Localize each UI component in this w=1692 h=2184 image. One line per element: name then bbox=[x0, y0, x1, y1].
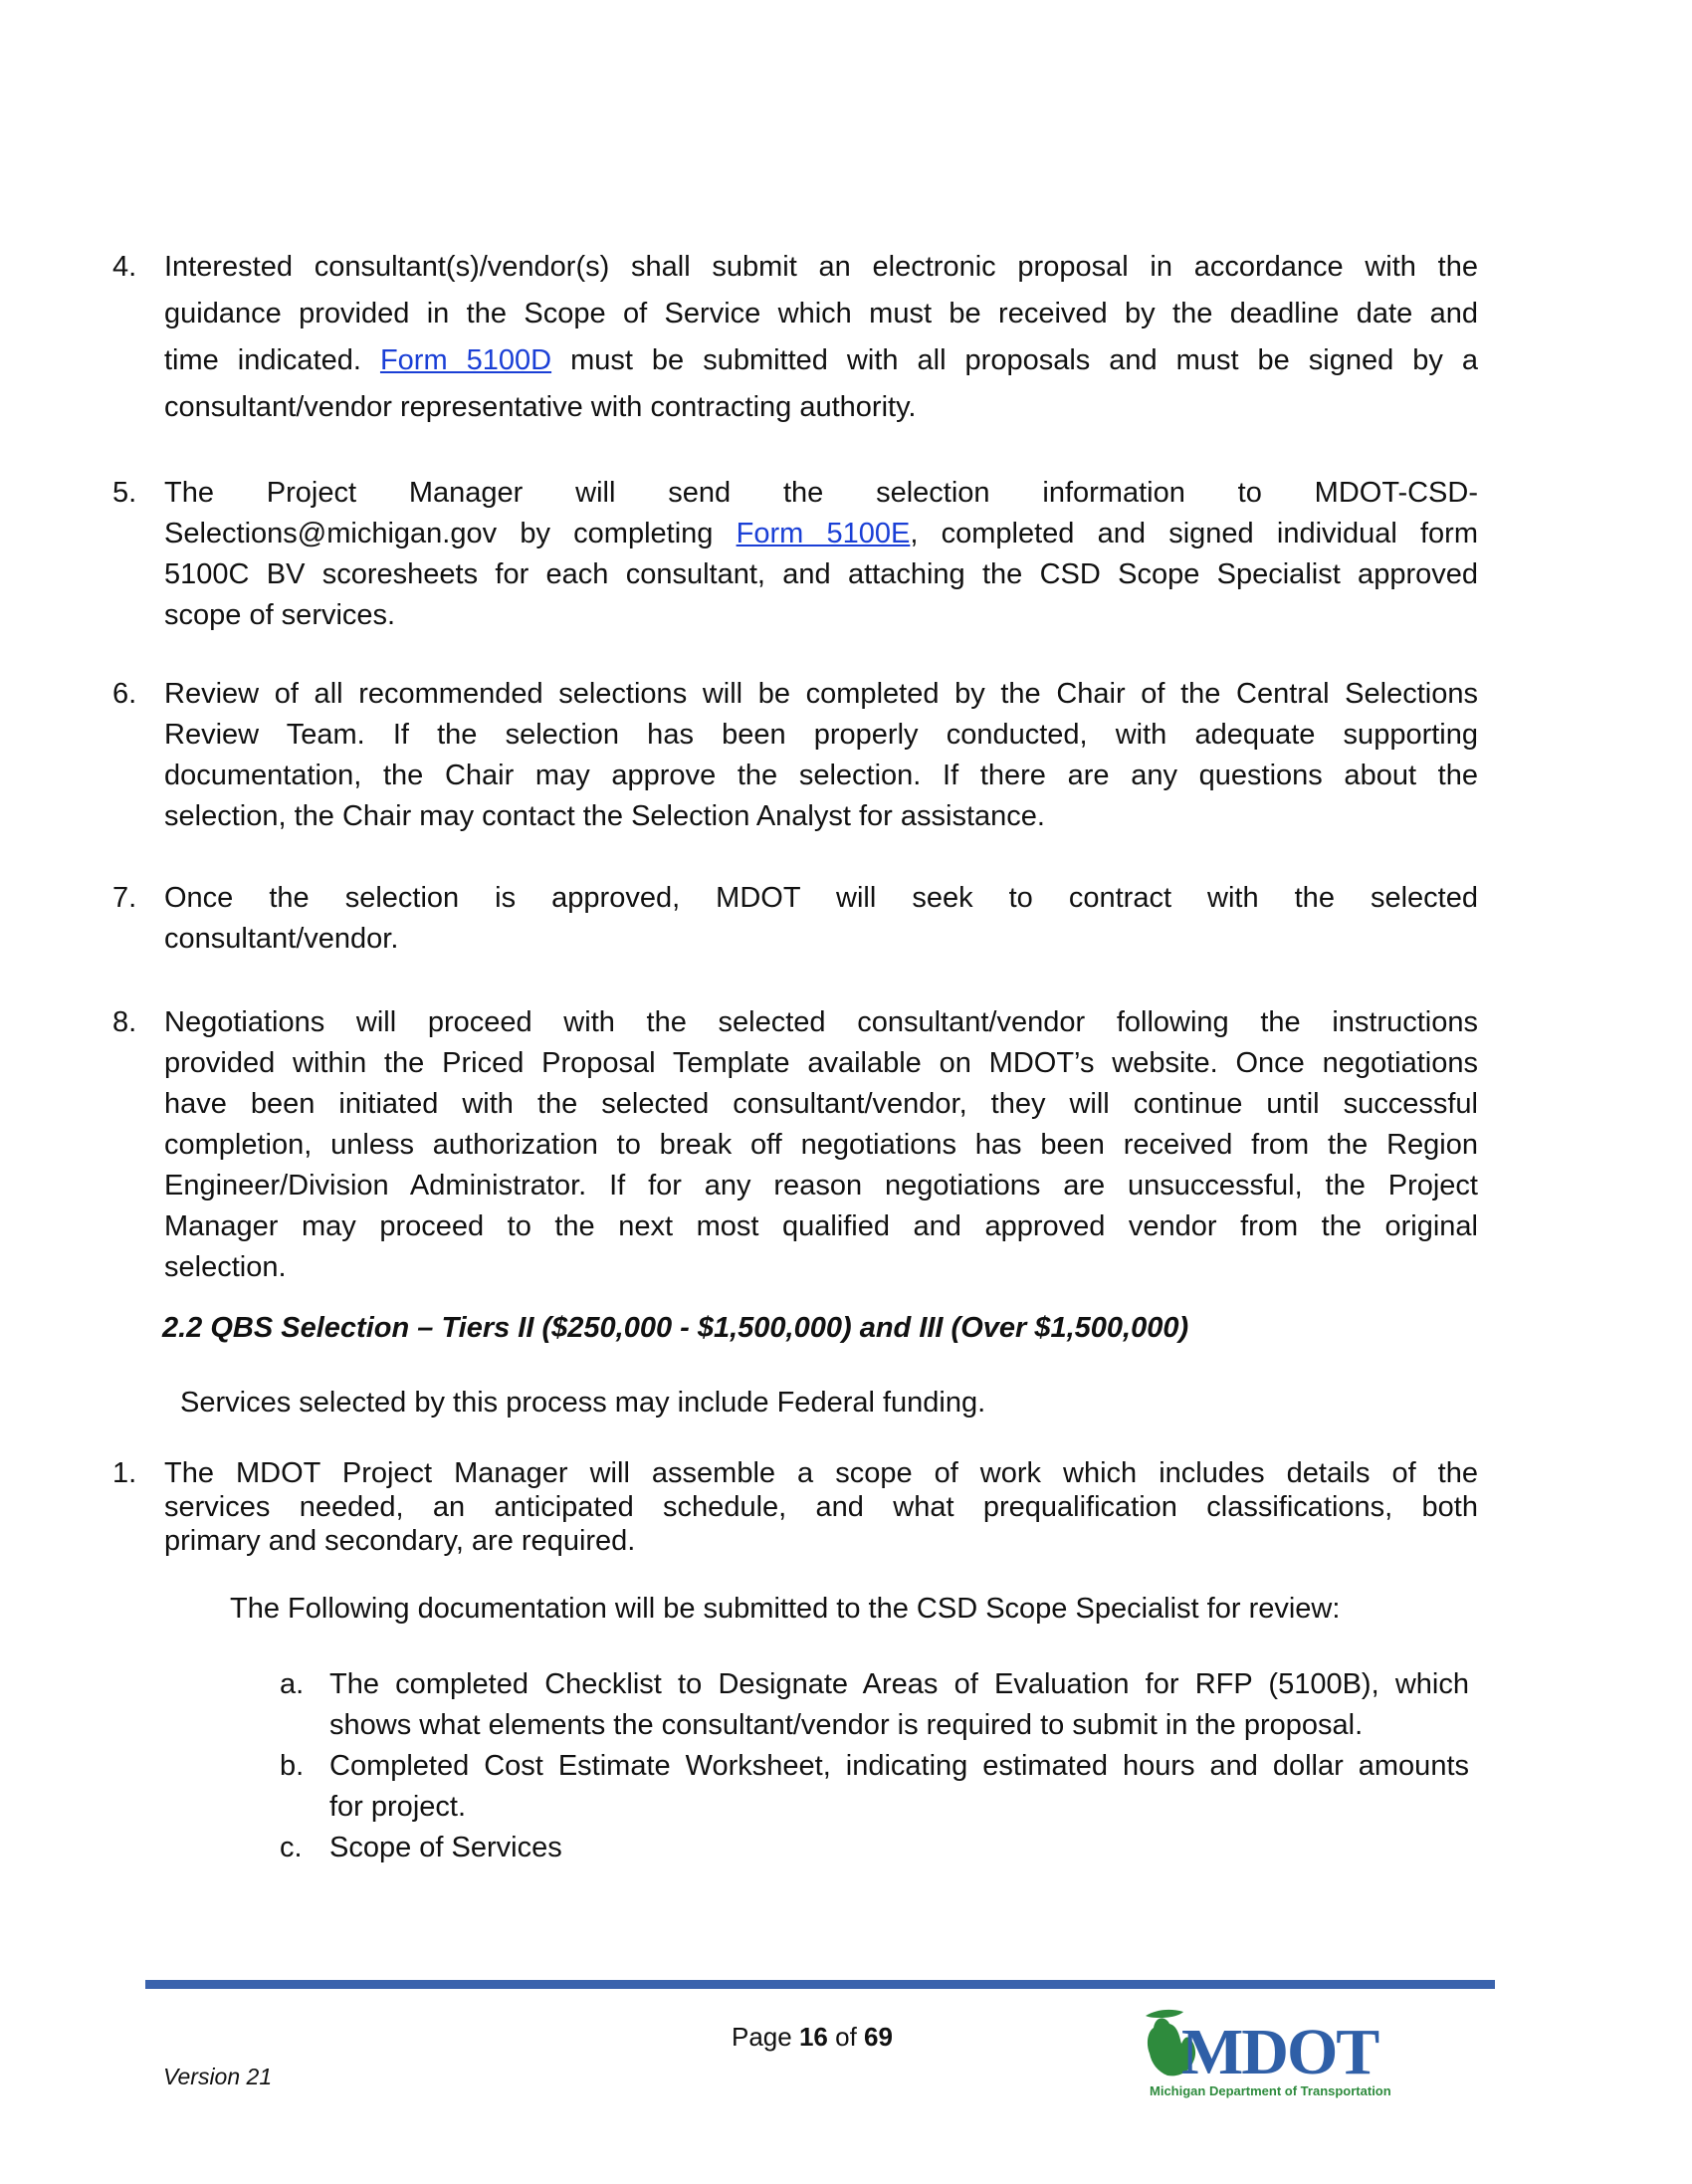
text-line: Once the selection is approved, MDOT will seek to contract with the selected bbox=[164, 882, 1478, 914]
sub-item-a bbox=[280, 1664, 1469, 1746]
text-line: Interested consultant(s)/vendor(s) shall submit an electronic proposal in accordance with the bbox=[164, 251, 1478, 283]
text-line: consultant/vendor representative with contracting authority. bbox=[164, 391, 917, 423]
list-item-4 bbox=[112, 244, 1479, 431]
text-line: consultant/vendor. bbox=[164, 923, 399, 955]
text-line: provided within the Priced Proposal Template available on MDOT’s website. Once negotiations bbox=[164, 1047, 1478, 1079]
list-number: 1. bbox=[112, 1457, 137, 1489]
text-line: guidance provided in the Scope of Service which must be received by the deadline date and bbox=[164, 298, 1478, 329]
upper-peninsula-icon bbox=[1146, 2010, 1183, 2018]
list-item-8 bbox=[112, 1002, 1478, 1288]
logo-wordmark: MDOT bbox=[1181, 2016, 1378, 2088]
text-line: primary and secondary, are required. bbox=[164, 1525, 636, 1557]
page-label: Page bbox=[732, 2022, 792, 2052]
text-line bbox=[164, 514, 1478, 554]
text-line: Scope of Services bbox=[329, 1832, 562, 1863]
text-line: 5100C BV scoresheets for each consultant, and attaching the CSD Scope Specialist approved bbox=[164, 558, 1478, 590]
logo-subtitle: Michigan Department of Transportation bbox=[1150, 2083, 1391, 2098]
text-fragment: Selections@michigan.gov by completing bbox=[164, 518, 737, 549]
qbs-list-item-1 bbox=[112, 1456, 1478, 1558]
list-item-6 bbox=[112, 674, 1478, 837]
text-line: for project. bbox=[329, 1791, 466, 1823]
text-line: The MDOT Project Manager will assemble a scope of work which includes details of the bbox=[164, 1457, 1478, 1489]
text-line: completion, unless authorization to break off negotiations has been received from the Region bbox=[164, 1129, 1478, 1161]
list-item-7 bbox=[112, 878, 1478, 960]
text-line: Engineer/Division Administrator. If for any reason negotiations are unsuccessful, the Project bbox=[164, 1170, 1478, 1201]
page-total: 69 bbox=[864, 2022, 893, 2052]
section-heading: 2.2 QBS Selection – Tiers II ($250,000 - $1,500,000) and III (Over $1,500,000) bbox=[162, 1312, 1189, 1344]
sub-item-c bbox=[280, 1828, 1469, 1868]
text-line: have been initiated with the selected consultant/vendor, they will continue until successful bbox=[164, 1088, 1478, 1120]
version-label: Version 21 bbox=[163, 2064, 273, 2089]
text-fragment: , completed and signed individual form bbox=[910, 518, 1478, 549]
list-number: 7. bbox=[112, 882, 137, 914]
text-line: Completed Cost Estimate Worksheet, indicating estimated hours and dollar amounts bbox=[329, 1750, 1469, 1782]
page-number bbox=[732, 2022, 893, 2053]
text-line: selection. bbox=[164, 1251, 287, 1283]
text-line: selection, the Chair may contact the Selection Analyst for assistance. bbox=[164, 800, 1045, 832]
following-documentation-text: The Following documentation will be submitted to the CSD Scope Specialist for review: bbox=[230, 1593, 1341, 1625]
list-number: 8. bbox=[112, 1006, 137, 1038]
text-line: scope of services. bbox=[164, 599, 396, 631]
sub-item-letter: b. bbox=[280, 1750, 305, 1782]
form-5100e-link[interactable]: Form 5100E bbox=[736, 518, 911, 549]
federal-funding-note: Services selected by this process may include Federal funding. bbox=[180, 1387, 986, 1419]
form-5100d-link[interactable]: Form 5100D bbox=[379, 344, 552, 376]
footer-divider bbox=[145, 1980, 1495, 1989]
page-current: 16 bbox=[798, 2022, 828, 2052]
text-fragment: must be submitted with all proposals and must be signed by a bbox=[551, 344, 1479, 376]
text-line: Review Team. If the selection has been properly conducted, with adequate supporting bbox=[164, 719, 1478, 751]
text-line: The Project Manager will send the selection information to MDOT-CSD- bbox=[164, 477, 1478, 509]
text-line: services needed, an anticipated schedule, and what prequalification classifications, both bbox=[164, 1491, 1478, 1523]
page-of: of bbox=[835, 2022, 857, 2052]
text-line: Review of all recommended selections will be completed by the Chair of the Central Selections bbox=[164, 678, 1478, 710]
list-number: 6. bbox=[112, 678, 137, 710]
text-line: shows what elements the consultant/vendor is required to submit in the proposal. bbox=[329, 1709, 1364, 1741]
list-item-5 bbox=[112, 473, 1478, 636]
list-number: 4. bbox=[112, 251, 137, 283]
text-line: Manager may proceed to the next most qualified and approved vendor from the original bbox=[164, 1210, 1478, 1242]
mdot-logo bbox=[1140, 2006, 1438, 2100]
sub-item-letter: c. bbox=[280, 1832, 303, 1863]
text-line: Negotiations will proceed with the selected consultant/vendor following the instructions bbox=[164, 1006, 1478, 1038]
text-line: The completed Checklist to Designate Areas of Evaluation for RFP (5100B), which bbox=[329, 1668, 1469, 1700]
text-line: documentation, the Chair may approve the selection. If there are any questions about the bbox=[164, 760, 1478, 791]
list-number: 5. bbox=[112, 477, 137, 509]
text-line bbox=[164, 337, 1478, 384]
sub-item-letter: a. bbox=[280, 1668, 305, 1700]
text-fragment: time indicated. bbox=[164, 344, 380, 376]
sub-item-b bbox=[280, 1746, 1469, 1828]
